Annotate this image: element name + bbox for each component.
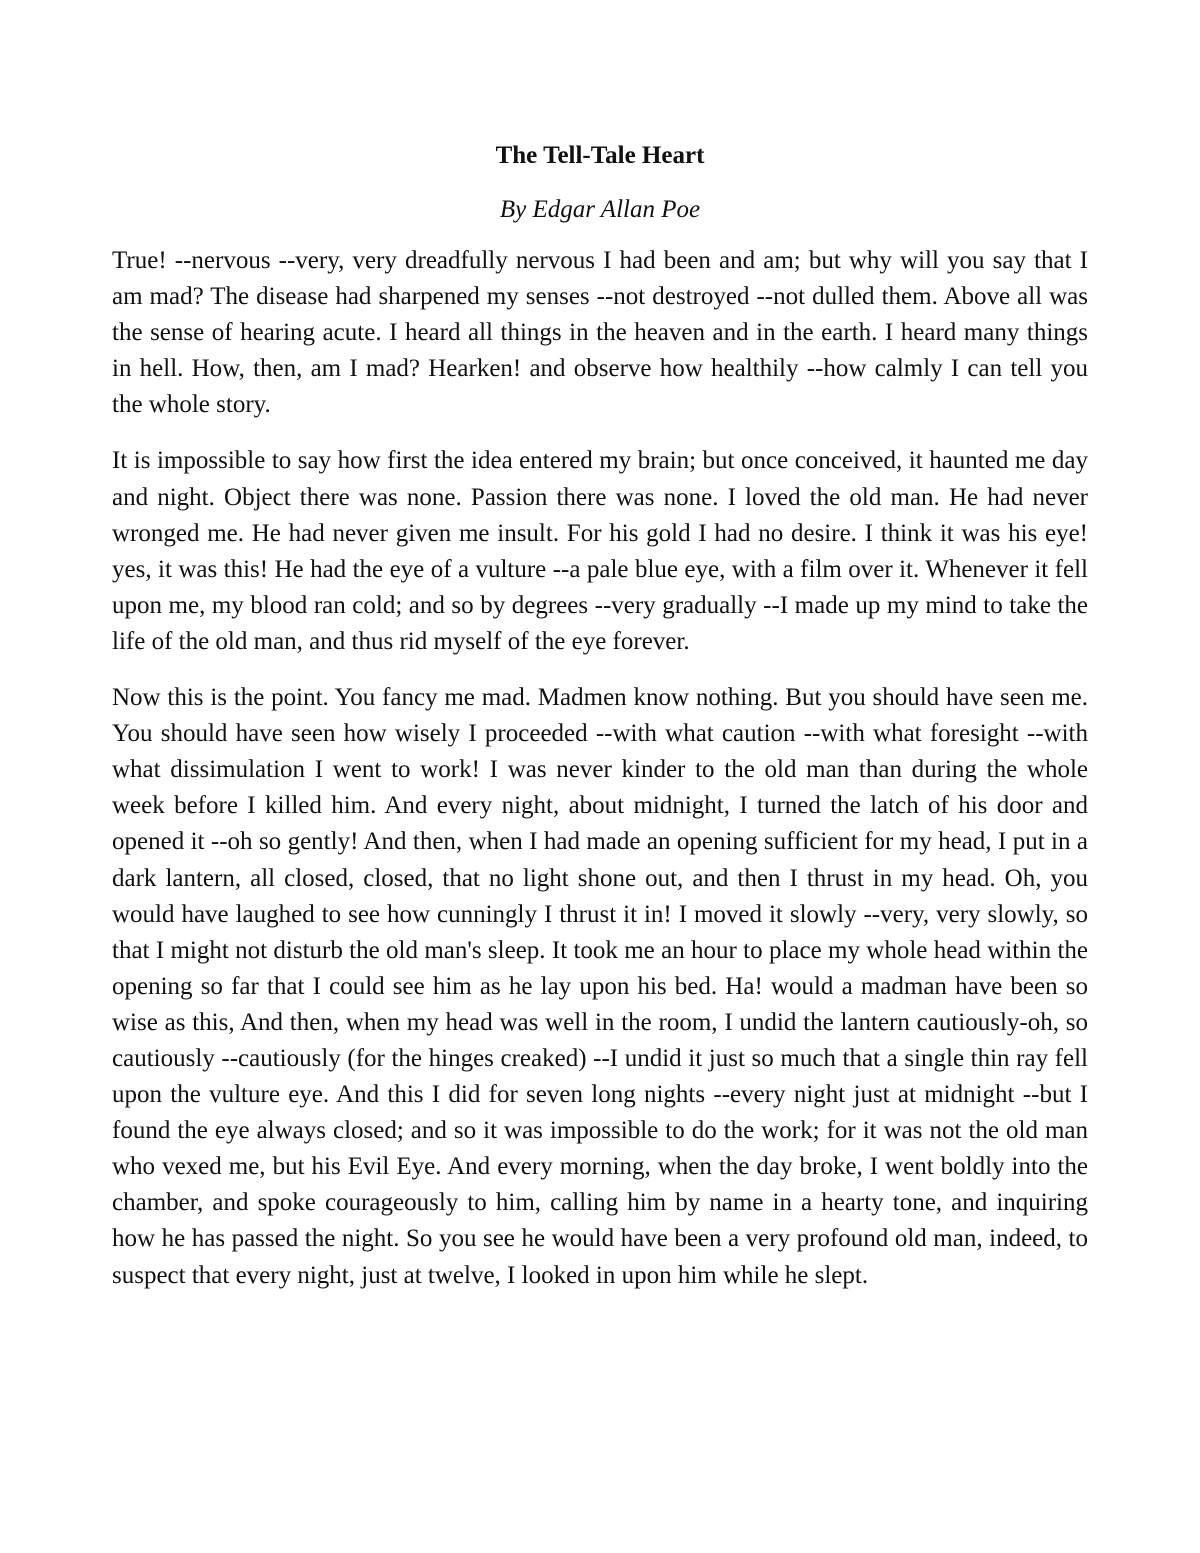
paragraph-2: It is impossible to say how first the idea entered my brain; but once conceived, it haunted me day and night. Object there was none. Passion there was none. I loved the old man. He had never wronged me. He had never given me insult. For his gold I had no desire. I think it was his eye! yes, it was this! He had the eye of a vulture --a pale blue eye, with a film over it. Whenever it fell upon me, my blood ran cold; and so by degrees --very gradually --I made up my mind to take the life of the old man, and thus rid myself of the eye forever.	[112, 447, 1088, 655]
document-author: By Edgar Allan Poe	[499, 196, 701, 223]
paragraph-1: True! --nervous --very, very dreadfully nervous I had been and am; but why will you say that I am mad? The disease had sharpened my senses --not destroyed --not dulled them. Above all was the sense of hearing acute. I heard all things in the heaven and in the earth. I heard many things in hell. How, then, am I mad? Hearken! and observe how healthily --how calmly I can tell you the whole story.	[112, 247, 1088, 419]
document-page	[112, 138, 1088, 1314]
paragraph-3: Now this is the point. You fancy me mad. Madmen know nothing. But you should have seen me. You should have seen how wisely I proceeded --with what caution --with what foresight --with what dissimulation I went to work! I was never kinder to the old man than during the whole week before I killed him. And every night, about midnight, I turned the latch of his door and opened it --oh so gently! And then, when I had made an opening sufficient for my head, I put in a dark lantern, all closed, closed, that no light shone out, and then I thrust in my head. Oh, you would have laughed to see how cunningly I thrust it in! I moved it slowly --very, very slowly, so that I might not disturb the old man's sleep. It took me an hour to place my whole head within the opening so far that I could see him as he lay upon his bed. Ha! would a madman have been so wise as this, And then, when my head was well in the room, I undid the lantern cautiously-oh, so cautiously --cautiously (for the hinges creaked) --I undid it just so much that a single thin ray fell upon the vulture eye. And this I did for seven long nights --every night just at midnight --but I found the eye always closed; and so it was impossible to do the work; for it was not the old man who vexed me, but his Evil Eye. And every morning, when the day broke, I went boldly into the chamber, and spoke courageously to him, calling him by name in a hearty tone, and inquiring how he has passed the night. So you see he would have been a very profound old man, indeed, to suspect that every night, just at twelve, I looked in upon him while he slept.	[112, 684, 1088, 1289]
document-title: The Tell-Tale Heart	[495, 142, 705, 169]
